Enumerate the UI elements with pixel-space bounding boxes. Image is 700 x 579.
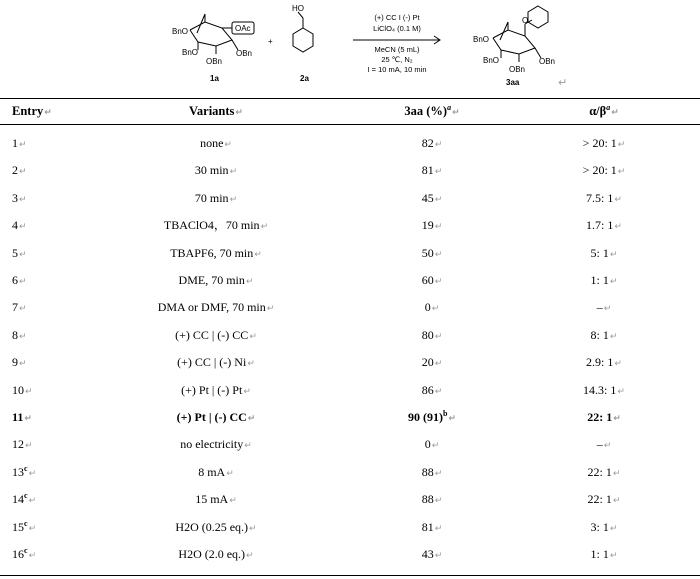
condition-1: (+) CC I (-) Pt [374,13,420,22]
sm-ring-structure [190,14,254,54]
header-entry: Entry↵ [12,104,52,118]
sm-sub-2: BnO [182,48,199,57]
sm-sub-3: OBn [236,49,253,58]
condition-4: 25 ℃, N₂ [381,55,413,64]
alcohol-structure [293,12,313,52]
cell-entry: 8↵ [12,328,27,342]
product-sub-1: BnO [473,35,490,44]
product-structure [493,6,548,62]
cell-entry: 16$^c$↵ [12,546,37,561]
cell-entry: 11↵ [12,410,32,424]
sm-sub-4: OBn [206,57,223,66]
alcohol-oh: HO [292,4,304,13]
cell-entry: 10↵ [12,383,33,397]
condition-3: MeCN (5 mL) [374,45,420,54]
cell-entry: 5↵ [12,246,27,260]
cell-entry: 9↵ [12,355,27,369]
cell-entry: 2↵ [12,163,27,177]
cell-entry: 4↵ [12,218,27,232]
sm-leaving-group: OAc [235,24,251,33]
table-header-rule [0,124,700,125]
cell-entry: 7↵ [12,300,27,314]
cell-entry: 3↵ [12,191,27,205]
table-bottom-rule [0,575,700,576]
sm-label: 1a [210,74,219,83]
table-top-rule [0,98,700,99]
product-sub-4: OBn [509,65,526,74]
alcohol-label: 2a [300,74,309,83]
product-o: O [522,16,529,25]
edit-mark: ↵ [558,77,568,89]
cell-entry: 14$^c$↵ [12,491,37,506]
cell-entry: 15$^c$↵ [12,519,37,534]
condition-5: I = 10 mA, 10 min [367,65,427,74]
condition-2: LiClO₄ (0.1 M) [373,24,421,33]
plus-sign: + [268,37,273,46]
product-sub-3: OBn [539,57,556,66]
sm-sub-1: BnO [172,27,189,36]
product-sub-2: BnO [483,56,500,65]
cell-entry: 12↵ [12,437,33,451]
product-label: 3aa [506,78,520,87]
cell-entry: 1↵ [12,136,27,150]
reaction-scheme [0,0,700,92]
cell-entry: 13$^c$↵ [12,464,37,479]
cell-entry: 6↵ [12,273,27,287]
